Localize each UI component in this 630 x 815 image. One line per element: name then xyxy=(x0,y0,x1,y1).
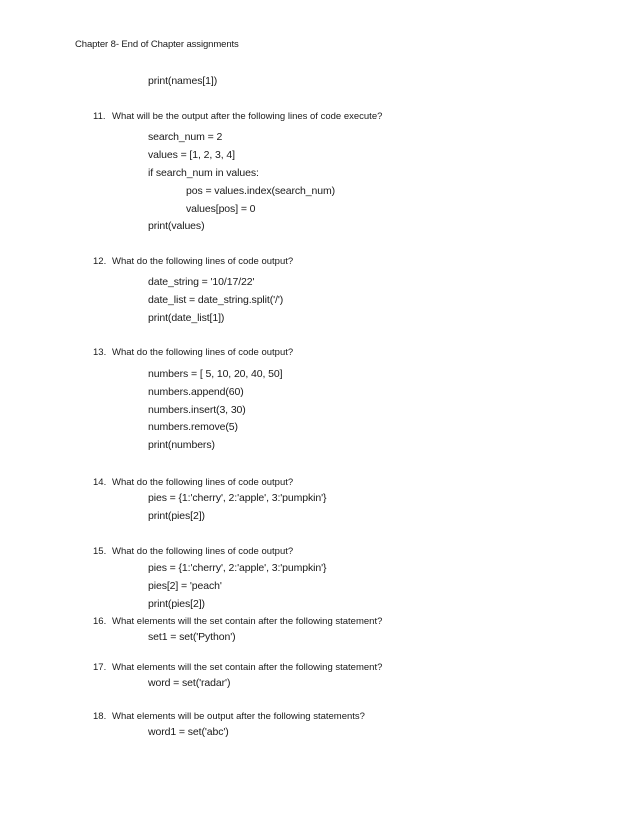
code-line: print(pies[2]) xyxy=(148,598,205,610)
question-number: 14. xyxy=(93,477,107,488)
question-text: What elements will the set contain after the following statement? xyxy=(112,616,383,627)
question-line xyxy=(93,347,293,358)
question-line xyxy=(93,477,293,488)
question-number: 16. xyxy=(93,616,107,627)
code-line: word1 = set('abc') xyxy=(148,726,229,738)
question-number: 18. xyxy=(93,711,107,722)
question-number: 17. xyxy=(93,662,107,673)
code-line: search_num = 2 xyxy=(148,131,223,143)
code-line: word = set('radar') xyxy=(148,677,231,689)
code-line: values = [1, 2, 3, 4] xyxy=(148,149,235,161)
code-line: set1 = set('Python') xyxy=(148,631,236,643)
question-number: 11. xyxy=(93,111,106,122)
code-line: pos = values.index(search_num) xyxy=(186,185,336,197)
question-line xyxy=(93,256,293,267)
question-number: 15. xyxy=(93,546,107,557)
question-line xyxy=(93,662,382,673)
code-line: values[pos] = 0 xyxy=(186,203,256,215)
code-line: print(numbers) xyxy=(148,439,215,451)
code-line: date_string = '10/17/22' xyxy=(148,276,255,288)
code-line: if search_num in values: xyxy=(148,167,259,179)
code-line: print(names[1]) xyxy=(148,75,218,87)
question-line xyxy=(93,711,365,722)
code-line: print(date_list[1]) xyxy=(148,312,225,324)
code-line: numbers = [ 5, 10, 20, 40, 50] xyxy=(148,368,283,380)
code-line: numbers.append(60) xyxy=(148,386,244,398)
code-line: numbers.insert(3, 30) xyxy=(148,404,246,416)
question-line xyxy=(93,616,382,627)
code-line: pies[2] = 'peach' xyxy=(148,580,222,592)
code-line: date_list = date_string.split('/') xyxy=(148,294,284,306)
code-line: pies = {1:'cherry', 2:'apple', 3:'pumpkin'} xyxy=(148,562,327,574)
question-text: What elements will be output after the following statements? xyxy=(112,711,365,722)
question-text: What do the following lines of code output? xyxy=(112,546,294,557)
question-line xyxy=(93,546,293,557)
page-header: Chapter 8- End of Chapter assignments xyxy=(75,39,239,50)
question-text: What do the following lines of code output? xyxy=(112,347,294,358)
code-line: numbers.remove(5) xyxy=(148,421,238,433)
question-text: What will be the output after the following lines of code execute? xyxy=(112,111,383,122)
code-line: pies = {1:'cherry', 2:'apple', 3:'pumpkin'} xyxy=(148,492,327,504)
question-number: 12. xyxy=(93,256,107,267)
question-line xyxy=(93,111,382,122)
question-number: 13. xyxy=(93,347,107,358)
code-line: print(pies[2]) xyxy=(148,510,205,522)
question-text: What elements will the set contain after the following statement? xyxy=(112,662,383,673)
question-text: What do the following lines of code output? xyxy=(112,256,294,267)
question-text: What do the following lines of code output? xyxy=(112,477,294,488)
code-line: print(values) xyxy=(148,220,205,232)
